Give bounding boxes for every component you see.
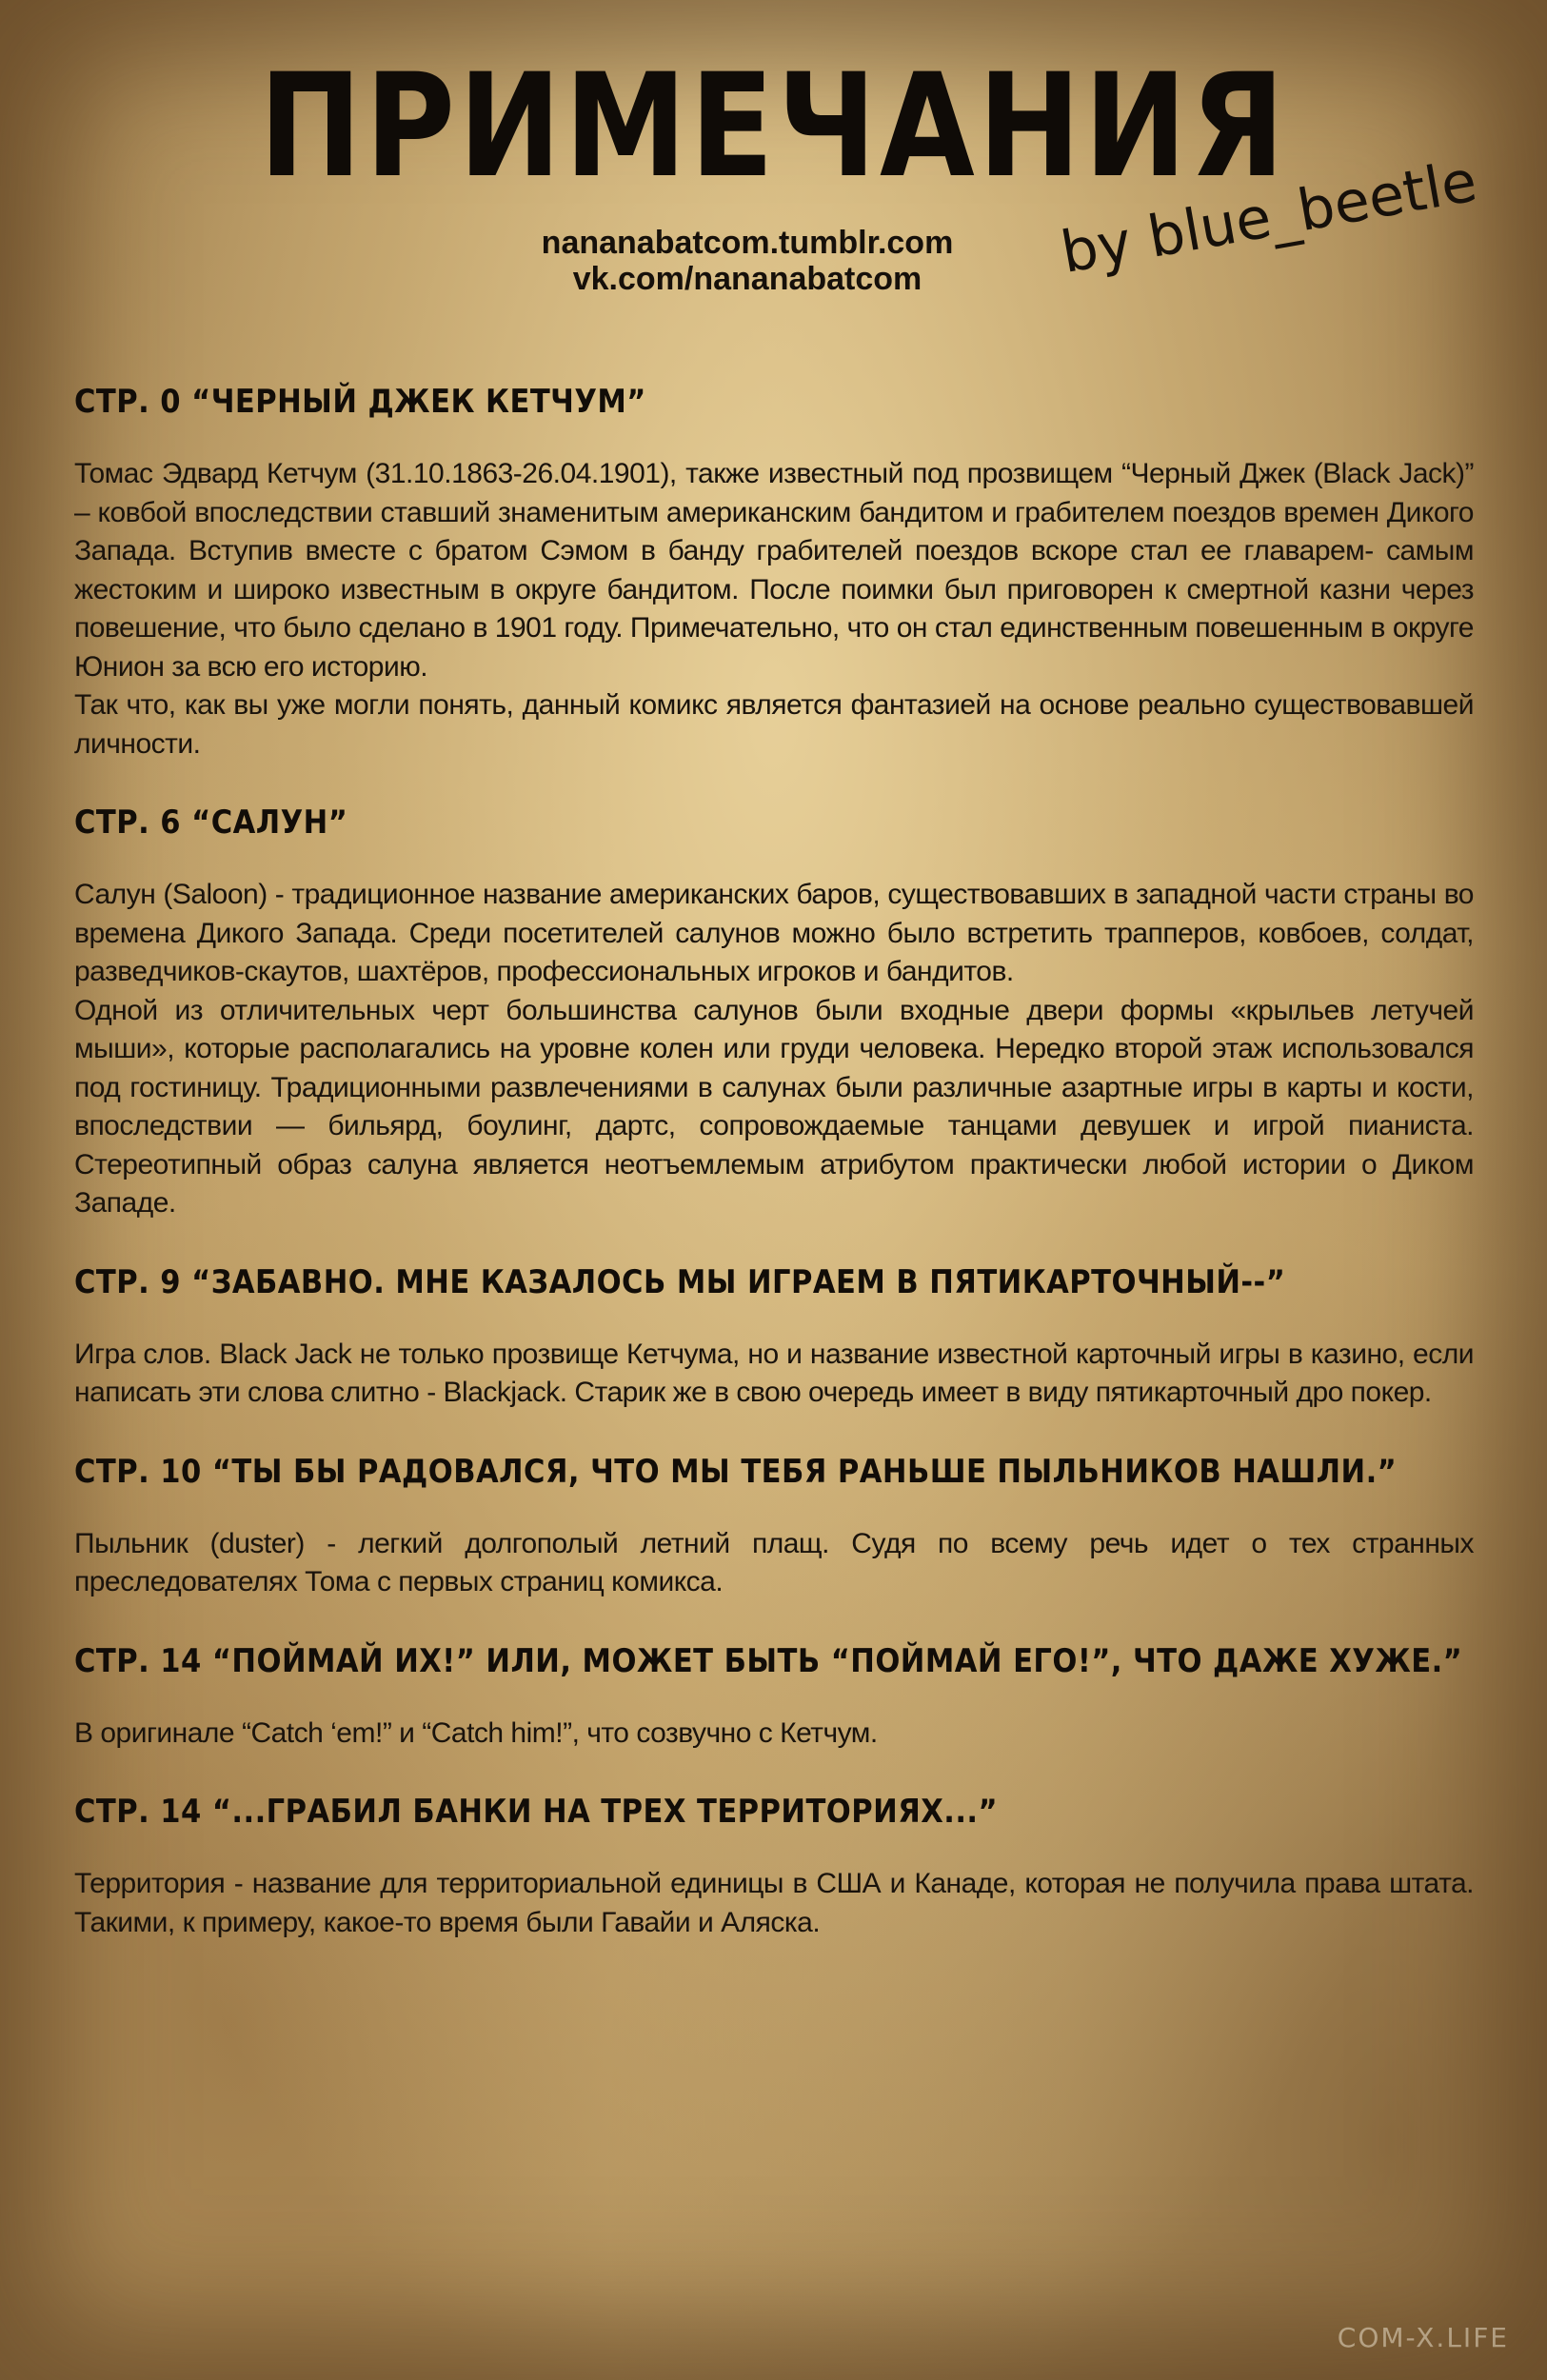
note-body xyxy=(74,455,1474,764)
page-title: ПРИМЕЧАНИЯ xyxy=(259,44,1288,209)
note-paragraph: Так что, как вы уже могли понять, данный комикс является фантазией на основе реально существовавшей личности. xyxy=(74,689,1474,760)
note-heading: СТР. 6 “САЛУН” xyxy=(74,803,348,842)
note-body xyxy=(74,1865,1474,1942)
tumblr-url: nananabatcom.tumblr.com xyxy=(541,225,954,261)
note-body xyxy=(74,1525,1474,1602)
note-body xyxy=(74,1336,1474,1413)
note-heading: СТР. 10 “ТЫ БЫ РАДОВАЛСЯ, ЧТО МЫ ТЕБЯ РАНЬШЕ ПЫЛЬНИКОВ НАШЛИ.” xyxy=(74,1452,1398,1491)
vk-url: vk.com/nananabatcom xyxy=(572,261,922,297)
note-paragraph: Пыльник (duster) - легкий долгополый летний плащ. Судя по всему речь идет о тех странных преследователях Тома с первых страниц комикса. xyxy=(74,1527,1474,1597)
note-heading: СТР. 14 “...ГРАБИЛ БАНКИ НА ТРЕХ ТЕРРИТОРИЯХ...” xyxy=(74,1793,999,1831)
site-watermark: COM-X.LIFE xyxy=(1337,2322,1509,2353)
note-paragraph: Томас Эдвард Кетчум (31.10.1863-26.04.1901), также известный под прозвищем “Черный Джек (Black Jack)” – ковбой впоследствии ставший знаменитым американским бандитом и грабителем поездов времен Дикого Запада. Вступив вместе с братом Сэмом в банду грабителей поездов вскоре стал ее главарем- самым жестоким и широко известным в округе бандитом. После поимки был приговорен к смертной казни через повешение, что было сделано в 1901 году. Примечательно, что он стал единственным повешенным в округе Юнион за всю его историю. xyxy=(74,458,1474,683)
note-page-14-territories xyxy=(74,1791,1474,1942)
note-paragraph: В оригинале “Catch ‘em!” и “Catch him!”, что созвучно с Кетчум. xyxy=(74,1716,878,1749)
note-body xyxy=(74,1715,1474,1754)
note-page-0 xyxy=(74,381,1474,764)
note-paragraph: Салун (Saloon) - традиционное название американских баров, существовавших в западной части страны во времена Дикого Запада. Среди посетителей салунов можно было встретить трапперов, ковбоев, солдат, разведчиков-скаутов, шахтёров, профессиональных игроков и бандитов. xyxy=(74,879,1474,987)
note-heading: СТР. 9 “ЗАБАВНО. МНЕ КАЗАЛОСЬ МЫ ИГРАЕМ В ПЯТИКАРТОЧНЫЙ--” xyxy=(74,1262,1286,1301)
author-signature: by blue_beetle xyxy=(1056,148,1482,287)
note-heading: СТР. 0 “ЧЕРНЫЙ ДЖЕК КЕТЧУМ” xyxy=(74,383,646,421)
note-page-10 xyxy=(74,1451,1474,1602)
note-page-6 xyxy=(74,802,1474,1223)
note-body xyxy=(74,876,1474,1223)
note-heading: СТР. 14 “ПОЙМАЙ ИХ!” ИЛИ, МОЖЕТ БЫТЬ “ПОЙМАЙ ЕГО!”, ЧТО ДАЖЕ ХУЖЕ.” xyxy=(74,1641,1463,1680)
notes-list xyxy=(74,381,1474,1942)
note-paragraph: Территория - название для территориальной единицы в США и Канаде, которая не получила права штата. Такими, к примеру, какое-то время были Гавайи и Аляска. xyxy=(74,1868,1474,1938)
note-paragraph: Одной из отличительных черт большинства салунов были входные двери формы «крыльев летучей мыши», которые располагались на уровне колен или груди человека. Нередко второй этаж использовался под гостиницу. Традиционными развлечениями в салунах были различные азартные игры в карты и кости, впоследствии — бильярд, боулинг, дартс, сопровождаемые танцами девушек и игрой пианиста. Стереотипный образ салуна является неотъемлемым атрибутом практически любой истории о Диком Западе. xyxy=(74,994,1474,1219)
source-links xyxy=(533,225,962,297)
note-page-9 xyxy=(74,1261,1474,1413)
note-page-14-catch xyxy=(74,1640,1474,1754)
note-paragraph: Игра слов. Black Jack не только прозвище Кетчума, но и название известной карточный игры в казино, если написать эти слова слитно - Blackjack. Старик же в свою очередь имеет в виду пятикарточный дро покер. xyxy=(74,1338,1474,1408)
